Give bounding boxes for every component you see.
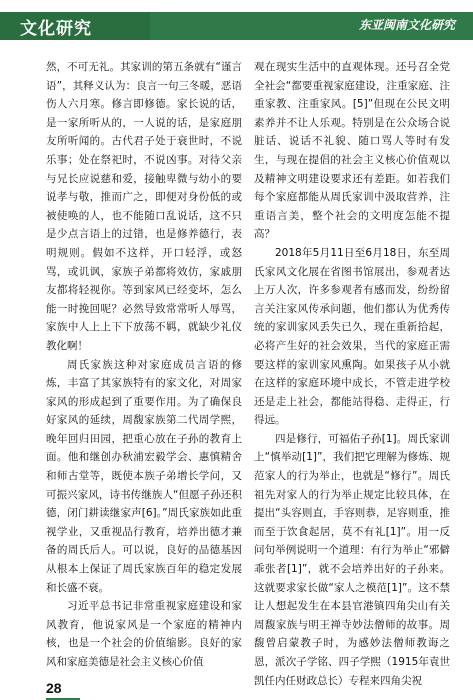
paragraph: 四是修行，可福佑子孙[1]。周氏家训上“慎举动[1]”，我们把它理解为修炼、规范家人的行为举止，也就是“修行”。周氏祖先对家人的行为举止规定比较具体，在提出“头容则直，手容则恭，足容则重，推而至于饮食起居，莫不有礼[1]”。用一反问句举例说明一个道理：有行为举止“邪僻乖张者[1]”，就不会培养出好的子孙来。这就要求家长做“家人之模范[1]”。这不禁让人想起发生在本县官港镇四角尖山有关周馥家族与明王禅寺妙法僧师的故事。周馥曾启蒙教子时，为感妙法僧师教诲之恩，派次子学铭、四子学熙（1915年袁世凯任内任财政总长）专程来四角尖祝 [254,432,450,687]
right-column [254,58,450,690]
section-title: 文化研究 [20,19,92,39]
paragraph: 观在现实生活中的直观体现。还号召全党全社会“都要重视家庭建设，注重家庭、注重家教、注重家风。[5]”但现在公民文明素养并不让人乐观。特别是在公众场合说脏话、说话不礼貌、随口骂人等时有发生，与现在提倡的社会主义核心价值观以及精神文明建设要求还有差距。如若我们每个家庭都能从周氏家训中汲取营养，注重语言美，整个社会的文明度怎能不提高？ [254,61,450,241]
left-column [46,58,242,672]
paragraph: 习近平总书记非常重视家庭建设和家风教育，他说家风是一个家庭的精神内核，也是一个社会的价值缩影。良好的家风和家庭美德是社会主义核心价值 [46,600,242,668]
journal-title: 东亚闽南文化研究 [358,18,455,32]
paragraph: 2018年5月11日至6月18日，东至周氏家风文化展在省图书馆展出，参观者达上万人次，许多参观者有感而发，纷纷留言关注家风传承问题，他们都认为优秀传统的家训家风丢失已久，现在重新拾起，必将产生好的社会效果，当代的家庭正需要这样的家训家风熏陶。如果孩子从小就在这样的家庭环境中成长，不管走进学校还是走上社会，都能站得稳、走得正，行得远。 [254,246,450,427]
page-header [0,0,473,40]
page-number: 28 [46,680,62,696]
paragraph: 周氏家族这种对家庭成员言语的修炼，丰富了其家族特有的家文化，对周家家风的形成起到了重要作用。为了确保良好家风的延续，周馥家族第二代周学熙，晚年回归田园，把重心放在子孙的教育上面。他和继创办秋浦宏毅学会、惠慎精舍和师古堂等，既使本族子弟增长学问，又可振兴家风，诗书传继族人“但愿子孙还积德，闭门耕读继家声[6]。”周氏家族如此重视学业，又重视品行教育，培养出德才兼备的周氏后人。可以说，良好的品德基因从根本上保证了周氏家族百年的稳定发展和长盛不衰。 [46,358,242,594]
paragraph: 然，不可无礼。其家训的第五条就有“谨言语”，其释义认为：良言一句三冬暖，恶语伤人六月寒。修言即修德。家长说的话，是一家所听从的，一人说的话，是家庭朋友所听闻的。古代君子处于衰世时，不说乐事；处在祭祀时，不说凶事。对待父亲与兄长应说慈和爱，接触卑微与幼小的要说孝与敬，推而广之，即便对身份低的或被使唤的人，也不能随口乱说话，这不只是少点言语上的过错，也是修养德行，表明规则。假如不这样，开口轻浮，或怒骂，或讥讽，家族子弟都将效仿，家戚朋友都将轻视你。等到家风已经变坏，怎么能一时挽回呢？必然导致常常听人辱骂，家族中人上上下下放荡不羁，就缺少礼仪教化啊！ [46,61,242,352]
